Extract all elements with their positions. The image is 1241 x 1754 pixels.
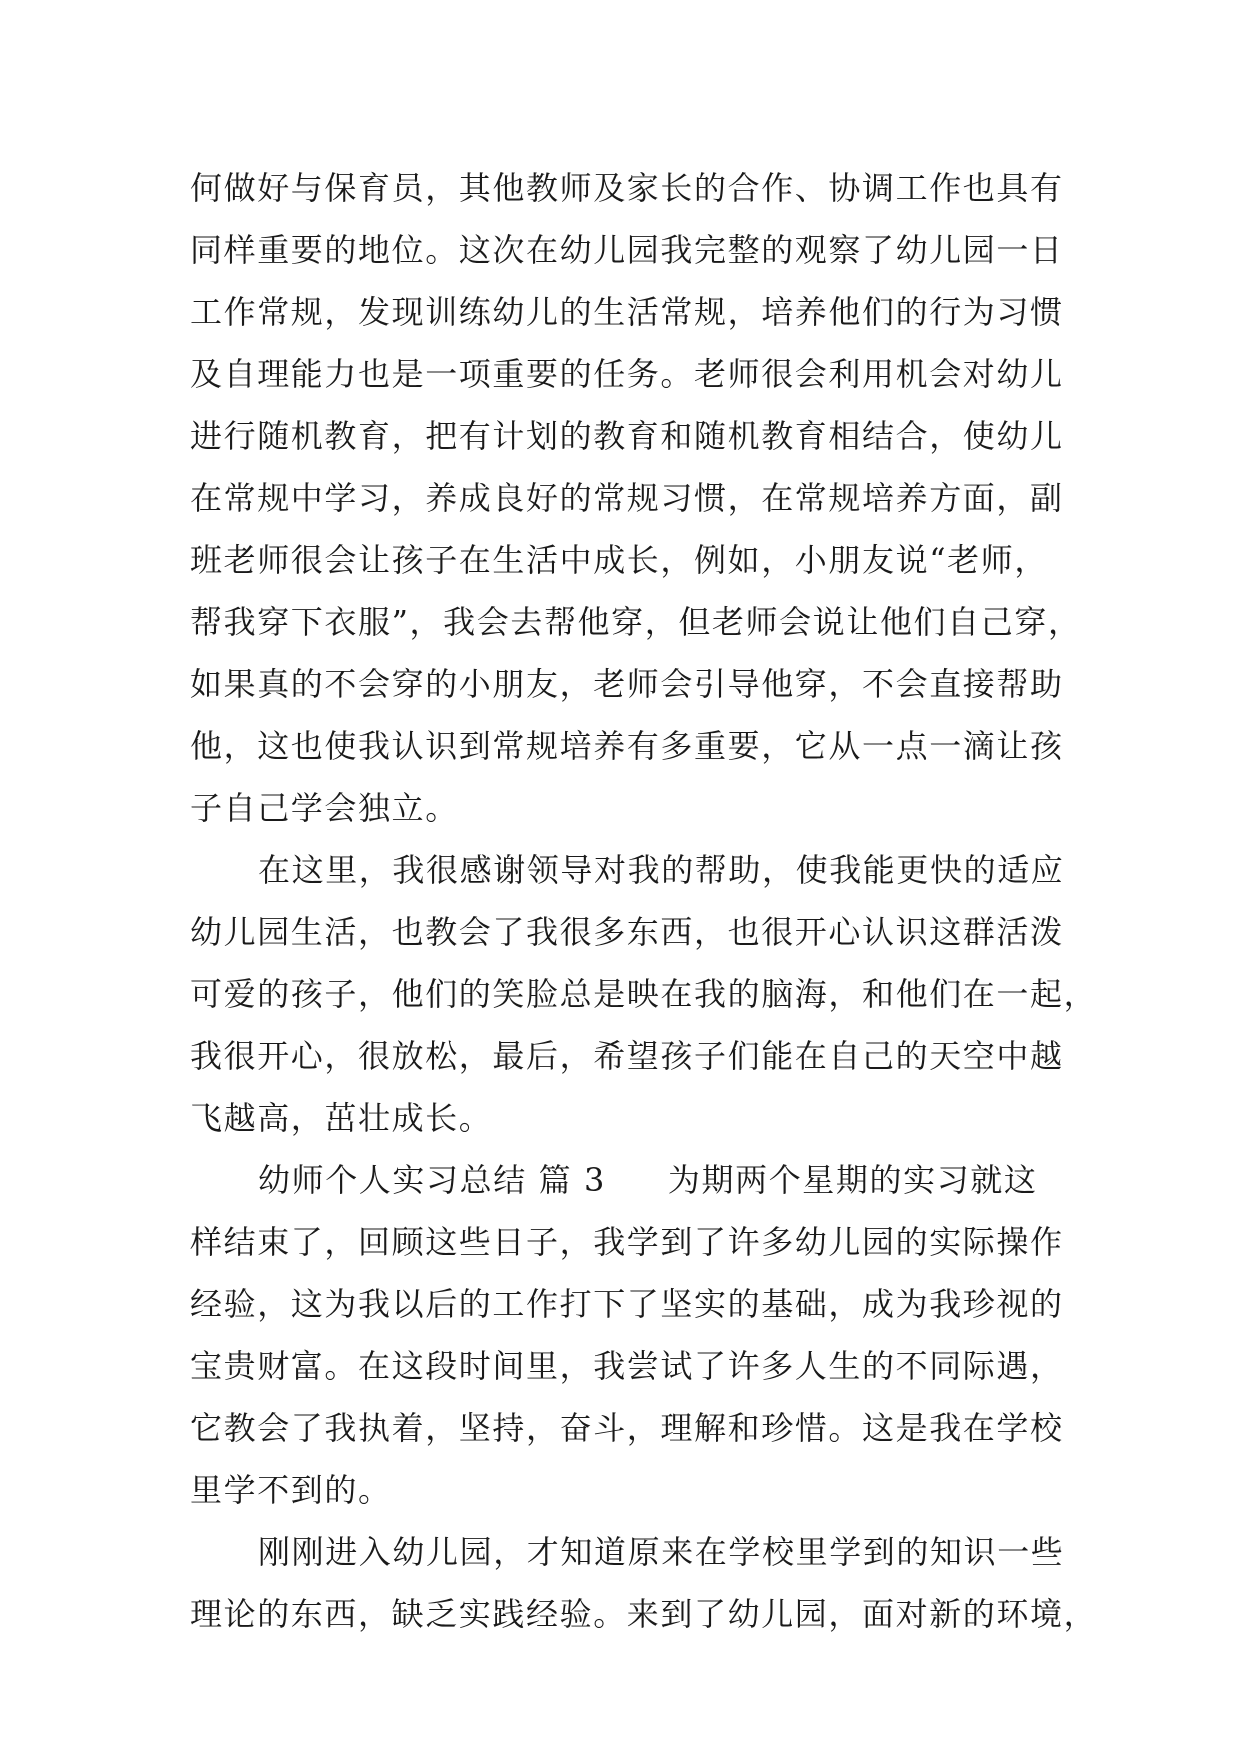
text-line: 帮我穿下衣服”，我会去帮他穿，但老师会说让他们自己穿， — [190, 603, 1082, 641]
text-line: 子自己学会独立。 — [190, 789, 459, 827]
document-body — [190, 157, 1098, 1645]
text-line: 宝贵财富。在这段时间里，我尝试了许多人生的不同际遇， — [190, 1347, 1064, 1385]
text-line: 班老师很会让孩子在生活中成长，例如，小朋友说“老师， — [190, 541, 1048, 579]
paragraph-3 — [190, 1149, 1064, 1521]
paragraph-1 — [190, 157, 1082, 839]
text-line: 它教会了我执着，坚持，奋斗，理解和珍惜。这是我在学校 — [190, 1409, 1064, 1447]
text-line: 同样重要的地位。这次在幼儿园我完整的观察了幼儿园一日 — [190, 231, 1064, 269]
text-line: 在这里，我很感谢领导对我的帮助，使我能更快的适应 — [258, 851, 1065, 889]
text-line: 里学不到的。 — [190, 1471, 392, 1509]
text-line: 经验，这为我以后的工作打下了坚实的基础，成为我珍视的 — [190, 1285, 1064, 1323]
text-line: 飞越高，茁壮成长。 — [190, 1099, 493, 1137]
text-line: 幼儿园生活，也教会了我很多东西，也很开心认识这群活泼 — [190, 913, 1064, 951]
text-line: 可爱的孩子，他们的笑脸总是映在我的脑海，和他们在一起， — [190, 975, 1098, 1013]
text-line: 他，这也使我认识到常规培养有多重要，它从一点一滴让孩 — [190, 727, 1064, 765]
text-line: 在常规中学习，养成良好的常规习惯，在常规培养方面，副 — [190, 479, 1064, 517]
text-line: 及自理能力也是一项重要的任务。老师很会利用机会对幼儿 — [190, 355, 1064, 393]
text-line: 何做好与保育员，其他教师及家长的合作、协调工作也具有 — [190, 169, 1064, 207]
text-line: 我很开心，很放松，最后，希望孩子们能在自己的天空中越 — [190, 1037, 1064, 1075]
text-line: 刚刚进入幼儿园，才知道原来在学校里学到的知识一些 — [258, 1533, 1065, 1571]
paragraph-4 — [190, 1521, 1098, 1645]
text-line: 进行随机教育，把有计划的教育和随机教育相结合，使幼儿 — [190, 417, 1064, 455]
text-line: 理论的东西，缺乏实践经验。来到了幼儿园，面对新的环境， — [190, 1595, 1098, 1633]
section-heading-line — [190, 1149, 1060, 1211]
text-line: 如果真的不会穿的小朋友，老师会引导他穿，不会直接帮助 — [190, 665, 1064, 703]
section-heading: 幼师个人实习总结 篇 3 — [258, 1161, 606, 1199]
heading-line-text: 为期两个星期的实习就这 — [667, 1161, 1038, 1199]
paragraph-2 — [190, 839, 1098, 1149]
text-line: 样结束了，回顾这些日子，我学到了许多幼儿园的实际操作 — [190, 1223, 1064, 1261]
text-line: 工作常规，发现训练幼儿的生活常规，培养他们的行为习惯 — [190, 293, 1064, 331]
